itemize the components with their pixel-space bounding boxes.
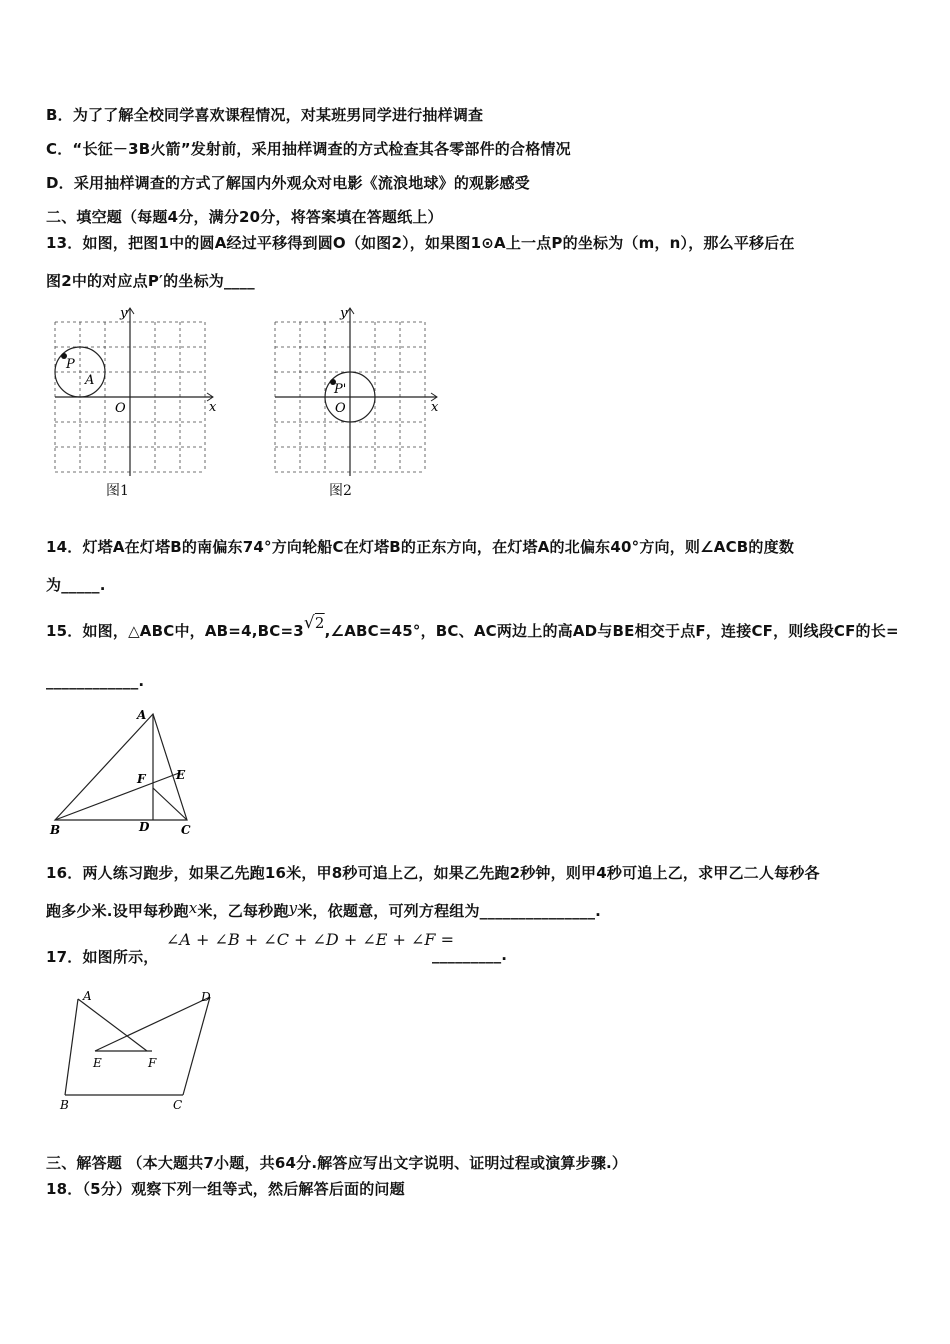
fig1-y-label: y [120,306,128,321]
q15-text-part2: ,∠ABC=45°，BC、AC两边上的高AD与BE相交于点F，连接CF，则线段CF的长= [324,622,899,640]
fig1-center-a-label: A [85,373,95,388]
option-b: B．为了了解全校同学喜欢课程情况，对某班男同学进行抽样调查 [46,106,484,124]
q14-text-line2: 为_____. [46,576,106,594]
fig1-caption: 图1 [106,483,129,499]
q17-label-a: A [83,989,92,1003]
q16-text-part1: 跑多少米.设甲每秒跑 [46,902,189,920]
option-d: D．采用抽样调查的方式了解国内外观众对电影《流浪地球》的观影感受 [46,174,530,192]
q16-text-line2 [46,900,601,921]
q17-label-c: C [173,1098,183,1112]
q15-label-d: D [139,820,150,834]
q15-label-a: A [137,708,147,722]
q17-label-b: B [60,1098,69,1112]
q15-text-part1: 15．如图，△ABC中，AB=4,BC=3 [46,622,304,640]
q15-text-line1 [46,613,899,641]
fig2-y-label: y [340,306,348,321]
q16-var-x: x [188,899,198,917]
q17-prefix: 17．如图所示， [46,948,159,966]
q15-text-line2: ____________. [46,672,145,690]
q13-figure-1 [45,300,225,480]
fig2-caption: 图2 [329,483,352,499]
q17-label-f: F [148,1056,157,1070]
q17-text [46,946,158,967]
q15-label-b: B [50,823,61,837]
fig2-origin-label: O [335,401,346,416]
q15-label-c: C [181,823,191,837]
q15-label-e: E [176,768,186,782]
q13-text-line1: 13．如图，把图1中的圆A经过平移得到圆O（如图2），如果图1⊙A上一点P的坐标为（m，n），那么平移后在 [46,234,795,252]
q13-figure-2 [265,300,450,480]
q17-formula: ∠A + ∠B + ∠C + ∠D + ∠E + ∠F = [166,930,454,949]
sqrt-icon: √ [303,613,315,633]
fig1-point-p-label: P [66,357,75,372]
section-title-solve: 三、解答题 （本大题共7小题，共64分.解答应写出文字说明、证明过程或演算步骤.） [46,1154,628,1172]
q14-text-line1: 14．灯塔A在灯塔B的南偏东74°方向轮船C在灯塔B的正东方向，在灯塔A的北偏东40°方向，则∠ACB的度数 [46,538,795,556]
q17-label-e: E [93,1056,102,1070]
q15-radicand: 2 [314,614,325,632]
section-title-fill-in: 二、填空题（每题4分，满分20分，将答案填在答题纸上） [46,208,443,226]
q15-triangle-figure [45,702,205,842]
q16-var-y: y [288,899,298,917]
q16-text-part3: 米，依题意，可列方程组为_______________. [297,902,602,920]
q17-figure [55,985,230,1115]
q13-text-line2: 图2中的对应点P′的坐标为____ [46,272,255,290]
q17-label-d: D [201,990,211,1004]
fig1-origin-label: O [115,401,126,416]
q18-text: 18．（5分）观察下列一组等式，然后解答后面的问题 [46,1180,405,1198]
q17-answer-blank: _________. [432,946,508,964]
q16-text-line1: 16．两人练习跑步，如果乙先跑16米，甲8秒可追上乙，如果乙先跑2秒钟，则甲4秒可追上乙，求甲乙二人每秒各 [46,864,820,882]
q15-label-f: F [137,772,146,786]
q16-text-part2: 米，乙每秒跑 [197,902,289,920]
option-c: C．“长征－3B火箭”发射前，采用抽样调查的方式检查其各零部件的合格情况 [46,140,571,158]
fig2-point-p-label: P' [334,382,347,397]
fig2-x-label: x [431,400,439,415]
fig1-x-label: x [209,400,217,415]
